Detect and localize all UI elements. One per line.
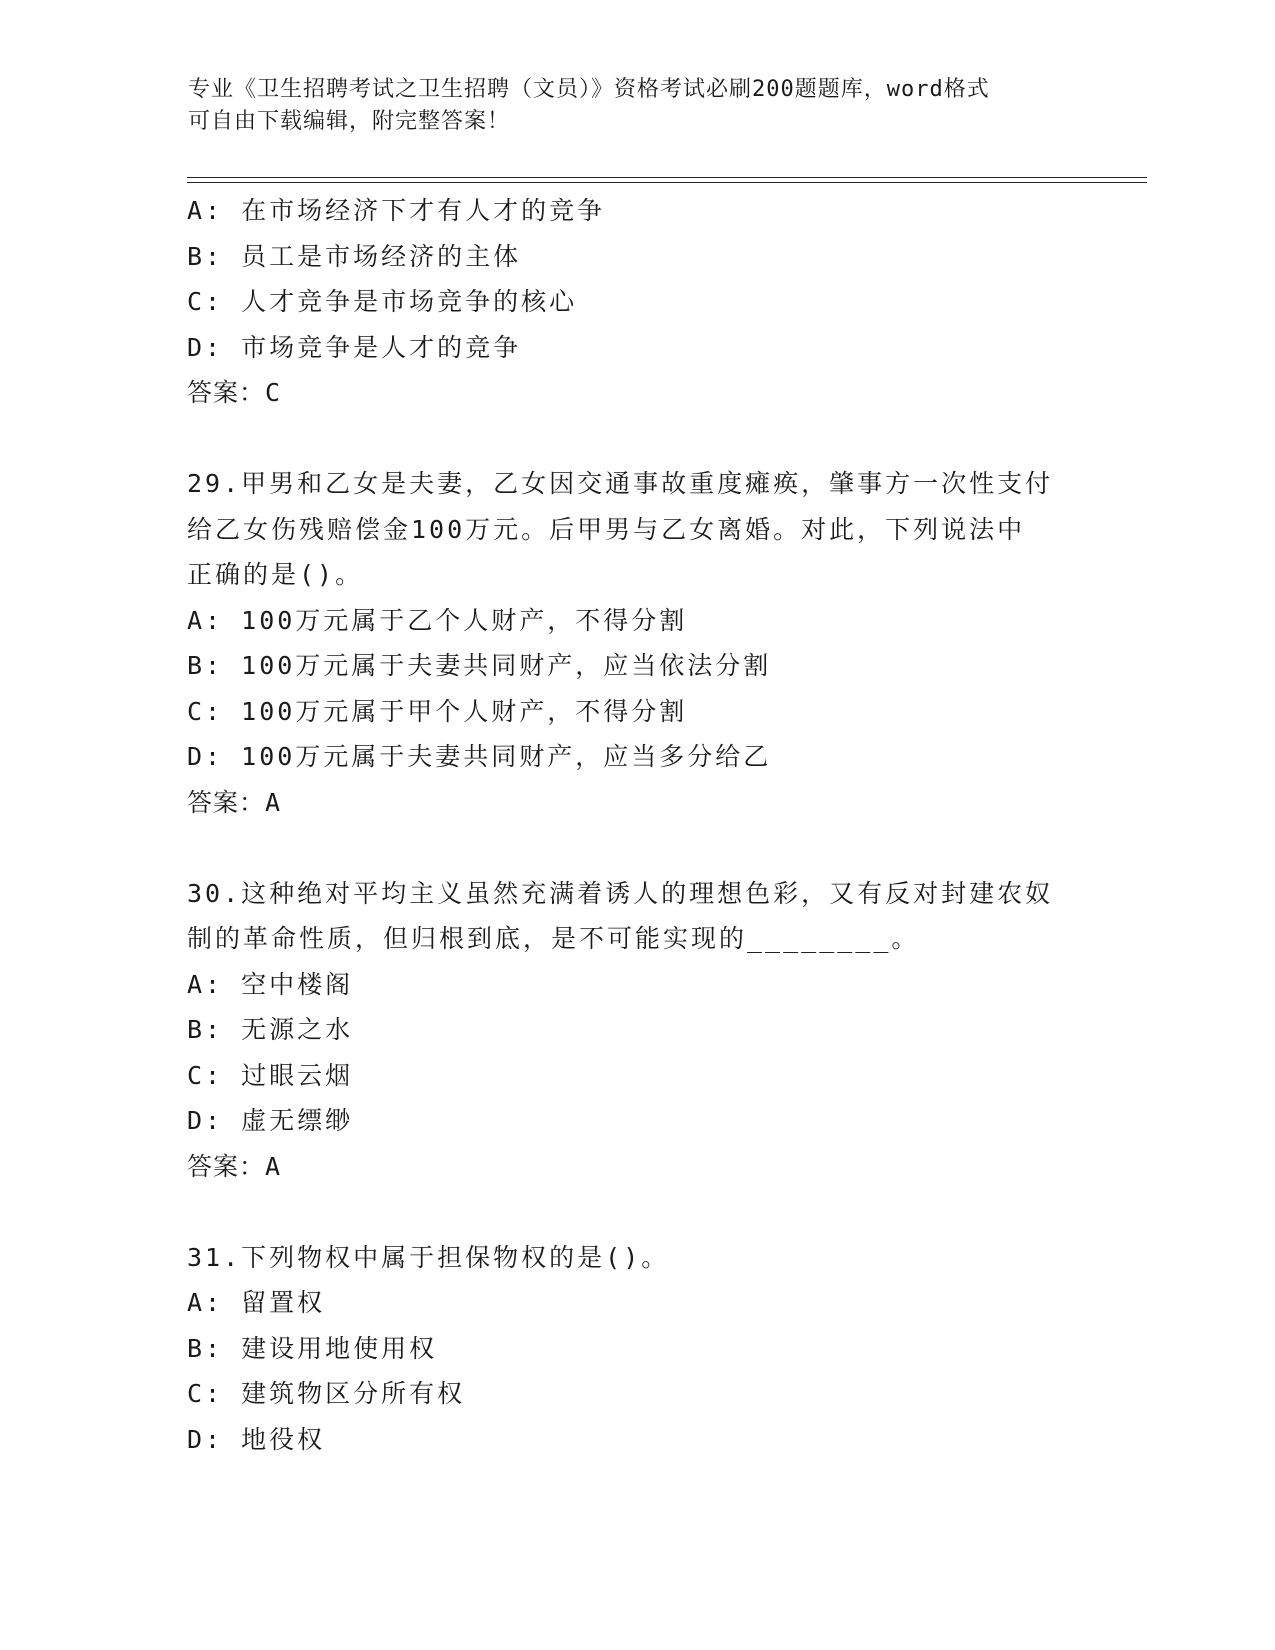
question-31 [187, 1235, 1087, 1463]
question-stem-line-2: 制的革命性质，但归根到底，是不可能实现的________。 [187, 924, 920, 953]
question-list [187, 188, 1087, 1462]
spacer [187, 1189, 1087, 1235]
header-title-line-1: 专业《卫生招聘考试之卫生招聘（文员）》资格考试必刷200题题库，word格式 [188, 77, 990, 102]
option-b: B: 员工是市场经济的主体 [187, 241, 522, 271]
option-c: C: 人才竞争是市场竞争的核心 [187, 287, 578, 316]
option-a: A: 在市场经济下才有人才的竞争 [187, 196, 606, 225]
answer-line: 答案：A [187, 787, 282, 817]
answer-line: 答案：A [187, 1151, 282, 1181]
option-b: B: 建设用地使用权 [187, 1333, 438, 1363]
answer-line: 答案：C [187, 378, 282, 407]
question-stem-line-2: 给乙女伤残赔偿金100万元。后甲男与乙女离婚。对此，下列说法中 [187, 514, 1026, 544]
option-d: D: 虚无缥缈 [187, 1106, 354, 1135]
question-stem-line-1: 31.下列物权中属于担保物权的是()。 [187, 1242, 670, 1272]
question-30 [187, 871, 1087, 1190]
header-divider-bottom [187, 182, 1147, 183]
question-29 [187, 461, 1087, 825]
header-title-line-2: 可自由下载编辑，附完整答案！ [188, 109, 511, 134]
question-stem-line-1: 30.这种绝对平均主义虽然充满着诱人的理想色彩，又有反对封建农奴 [187, 878, 1054, 908]
option-d: D: 地役权 [187, 1424, 326, 1454]
option-a: A: 空中楼阁 [187, 969, 354, 999]
header-divider-top [187, 177, 1147, 178]
option-a: A: 100万元属于乙个人财产，不得分割 [187, 605, 688, 635]
document-header [188, 74, 1088, 138]
spacer [187, 416, 1087, 462]
question-stem-line-3: 正确的是()。 [187, 560, 364, 589]
option-d: D: 市场竞争是人才的竞争 [187, 332, 522, 362]
option-c: C: 建筑物区分所有权 [187, 1379, 466, 1408]
option-c: C: 100万元属于甲个人财产，不得分割 [187, 696, 688, 726]
option-d: D: 100万元属于夫妻共同财产，应当多分给乙 [187, 742, 772, 771]
spacer [187, 825, 1087, 871]
option-c: C: 过眼云烟 [187, 1060, 354, 1090]
question-stem-line-1: 29.甲男和乙女是夫妻，乙女因交通事故重度瘫痪，肇事方一次性支付 [187, 469, 1054, 498]
option-b: B: 无源之水 [187, 1015, 354, 1044]
question-28-continued [187, 188, 1087, 416]
option-a: A: 留置权 [187, 1288, 326, 1317]
option-b: B: 100万元属于夫妻共同财产，应当依法分割 [187, 651, 772, 680]
